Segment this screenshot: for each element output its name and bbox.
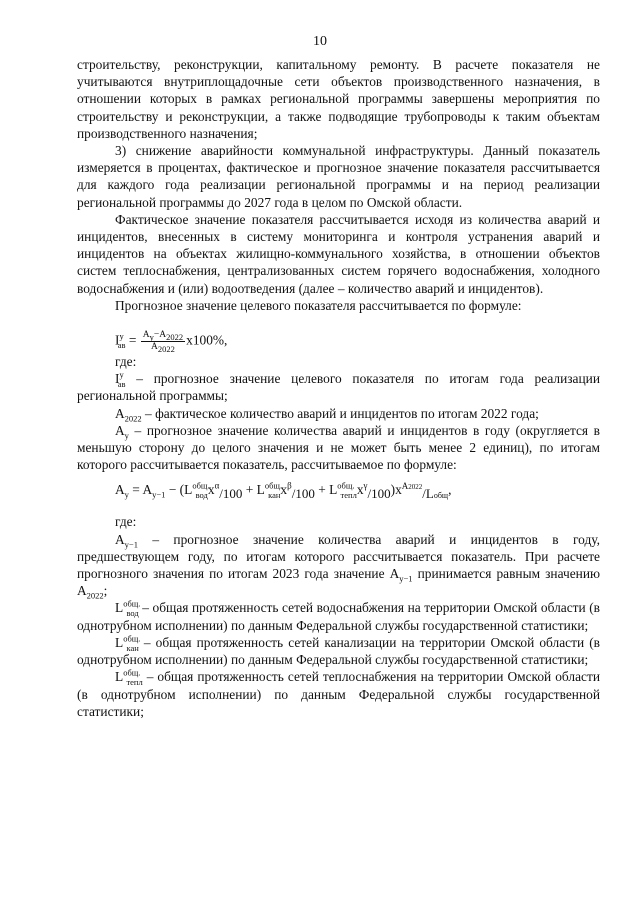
paragraph-forecast-intro: Прогнозное значение целевого показателя рассчитывается по формуле: (115, 297, 522, 313)
definition-a2022: $A_{2022}$ – фактическое количество аварий и инцидентов по итогам 2022 года; (115, 405, 539, 424)
formula-ay: $A_y = A_{y-1} - (L^{общ.}_{вод}x^\alpha_{/100} + L^{общ.}_{кан}x^\beta_{/100} + L^{общ.}_{тепл}x^\gamma_{/100})x^{A2022}_{/Lобщ}$, (115, 481, 452, 502)
document-body (77, 56, 600, 720)
definition-ay: $A_y$ – прогнозное значение количества аварий и инцидентов в году (округляется в меньшую сторону до целого значения и не может быть менее 2 единиц), по итогам которого рассчитывается показатель, рассчитываемое по формуле: (77, 422, 600, 473)
page-number: 10 (313, 34, 327, 49)
definition-iav: $I^y_{ав}$ – прогнозное значение целевого показателя по итогам года реализации региональной программы; (77, 369, 600, 404)
formula-fraction: $\frac{A_y-A_{2022}}{A_{2022}}$ (142, 330, 184, 354)
definition-ltepl: $L^{общ.}_{тепл}$ – общая протяженность сетей теплоснабжения на территории Омской области (в однотрубном исполнении) по данным Федеральной службы государственной статистики; (77, 667, 600, 719)
where-label-2: где: (115, 514, 137, 530)
where-label-1: где: (115, 354, 137, 370)
definition-ay1: $A_{y-1}$ – прогнозное значение количества аварий и инцидентов в году, предшествующем году, по итогам которого рассчитывается показатель. При расчете прогнозного значения по итогам 2023 года значение $A_{y-1}$ принимается равным значению $A_{2022}$; (77, 531, 601, 601)
definition-lvod: $L^{общ.}_{вод}$ – общая протяженность сетей водоснабжения на территории Омской области (в однотрубном исполнении) по данным Федеральной службы государственной статистики; (77, 599, 600, 633)
paragraph-actual-value: Фактическое значение показателя рассчитывается исходя из количества аварий и инцидентов, внесенных в систему мониторинга и контроля устранения аварий и инцидентов на объектах жилищно-коммунального хозяйства, в отношении объектов систем теплоснабжения, централизованных систем горячего водоснабжения, холодного водоснабжения и (или) водоотведения (далее – количество аварий и инцидентов). (77, 211, 600, 296)
definition-lkan: $L^{общ.}_{кан}$ – общая протяженность сетей канализации на территории Омской области (в однотрубном исполнении) по данным Федеральной службы государственной статистики; (77, 633, 600, 668)
paragraph-item-3: 3) снижение аварийности коммунальной инфраструктуры. Данный показатель измеряется в процентах, фактическое и прогнозное значение показателя рассчитывается для каждого года реализации региональной программы и на период реализации региональной программы до 2027 года в целом по Омской области. (77, 143, 600, 210)
paragraph-continuation: строительству, реконструкции, капитальному ремонту. В расчете показателя не учитываются внутриплощадочные сети объектов производственного назначения, в отношении которых в рамках региональной программы завершены мероприятия по строительству и реконструкции, а также подводящие трубопроводы к таким объектам производственного назначения; (77, 57, 600, 141)
formula-iav: $I^y_{ав}$ = $\frac{A_y-A_{2022}}{A_{2022}}$ x100%, (115, 330, 228, 354)
